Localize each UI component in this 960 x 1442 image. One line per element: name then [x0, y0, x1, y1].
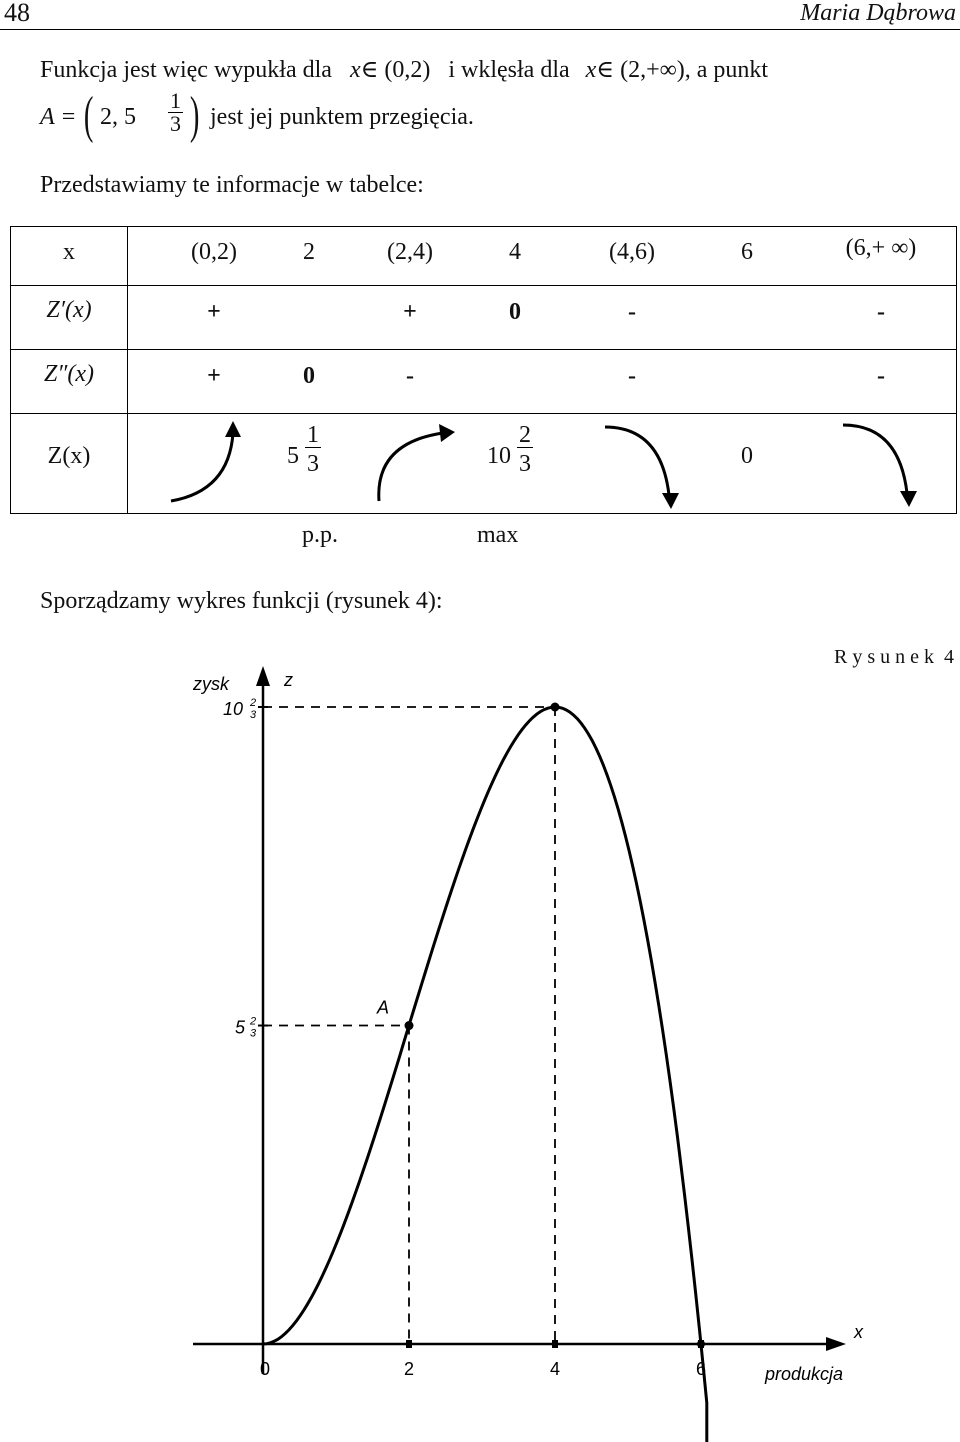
point-a-coord: 2, 5 — [100, 104, 136, 130]
data-point — [551, 703, 560, 712]
label-z-prime: Z′(x) — [46, 297, 92, 323]
zpp-2: 0 — [303, 363, 315, 389]
zpp-int-0-2: + — [207, 363, 221, 389]
left-paren: ( — [83, 87, 94, 144]
y-tick-fraction-den: 3 — [250, 1027, 257, 1040]
table-divider — [127, 227, 128, 513]
y-axis-letter: z — [284, 670, 293, 690]
graph-intro: Sporządzamy wykres funkcji (rysunek 4): — [40, 588, 443, 614]
intro-interval-2: (2,+∞), — [620, 57, 691, 83]
author-name: Maria Dąbrowa — [800, 0, 956, 26]
y-tick-fraction-den: 3 — [250, 709, 257, 721]
intro-var-x2: x∈ — [585, 57, 615, 83]
header-int-0-2: (0,2) — [191, 239, 237, 265]
x-axis-label: produkcja — [765, 1364, 844, 1384]
chart-labels — [192, 670, 864, 1384]
inflection-point-note: p.p. — [302, 522, 338, 548]
intro-line-1 — [40, 55, 768, 84]
profit-curve — [263, 707, 707, 1442]
zp-int-6-inf: - — [877, 299, 885, 325]
point-a-label: A = — [40, 104, 77, 130]
y-tick-fraction-num: 2 — [250, 697, 257, 709]
y-tick-label: 10 — [223, 699, 244, 719]
data-point — [405, 1021, 414, 1030]
profit-chart — [0, 640, 960, 1442]
y-axis-label: zysk — [193, 674, 229, 694]
figure-label: R y s u n e k 4 — [834, 646, 954, 668]
header-2: 2 — [303, 239, 315, 265]
x-tick-label: 6 — [696, 1359, 707, 1379]
y-tick-fraction-num: 2 — [250, 1015, 257, 1028]
sign-table: x (0,2) 2 (2,4) 4 (4,6) 6 (6,+ ∞) Z′(x) + + 0 - - Z″(x) + 0 - - - Z(x) 5 $\frac{1}{3}$ 10 $\frac{2}{3}$ 0 — [10, 226, 957, 514]
y-axis-arrow-icon — [256, 666, 270, 686]
x-tick-label: 0 — [260, 1359, 271, 1379]
intro-text-c: a punkt — [696, 57, 769, 83]
fraction-denominator: 3 — [170, 111, 181, 136]
label-z-double-prime: Z″(x) — [44, 361, 94, 387]
point-label: A — [377, 997, 390, 1018]
header-int-6-inf: (6,+ ∞) — [845, 235, 917, 261]
label-z: Z(x) — [47, 443, 91, 469]
zp-int-4-6: - — [628, 299, 636, 325]
fraction-numerator: 1 — [170, 88, 181, 113]
header-int-4-6: (4,6) — [609, 239, 655, 265]
inflection-text: jest jej punktem przegięcia. — [210, 104, 474, 130]
header-x: x — [63, 239, 75, 265]
zp-int-0-2: + — [207, 299, 221, 325]
chart-axes — [193, 666, 846, 1374]
data-point — [697, 1340, 705, 1348]
increasing-concave-arrow-icon — [367, 419, 467, 509]
page-number: 48 — [4, 0, 30, 27]
x-tick-label: 4 — [550, 1359, 561, 1379]
header-rule — [0, 29, 960, 30]
zp-int-2-4: + — [403, 299, 417, 325]
table-rule — [11, 285, 956, 286]
intro-text-a: Funkcja jest więc wypukła dla — [40, 57, 332, 83]
x-axis-letter: x — [854, 1322, 863, 1342]
zpp-int-4-6: - — [628, 363, 636, 389]
intro-interval-1: (0,2) — [384, 57, 431, 83]
header-int-2-4: (2,4) — [387, 239, 433, 265]
zpp-int-2-4: - — [406, 363, 414, 389]
increasing-convex-arrow-icon — [161, 419, 261, 509]
maximum-note: max — [477, 522, 519, 548]
decreasing-concave-arrow-icon — [837, 417, 937, 507]
decreasing-concave-arrow-icon — [599, 419, 699, 509]
x-tick-label: 2 — [404, 1359, 415, 1379]
x-axis-arrow-icon — [826, 1337, 846, 1351]
point-a-fraction — [168, 90, 183, 135]
table-rule — [11, 413, 956, 414]
intro-var-x: x∈ — [349, 57, 379, 83]
zp-4: 0 — [509, 299, 521, 325]
right-paren: ) — [189, 87, 200, 144]
header-6: 6 — [741, 239, 753, 265]
z-value-at-6: 0 — [741, 443, 753, 469]
intro-text-b: i wklęsła dla — [448, 57, 570, 83]
table-rule — [11, 349, 956, 350]
header-4: 4 — [509, 239, 521, 265]
table-intro: Przedstawiamy te informacje w tabelce: — [40, 172, 424, 198]
zpp-int-6-inf: - — [877, 363, 885, 389]
y-tick-label: 5 — [235, 1017, 246, 1038]
